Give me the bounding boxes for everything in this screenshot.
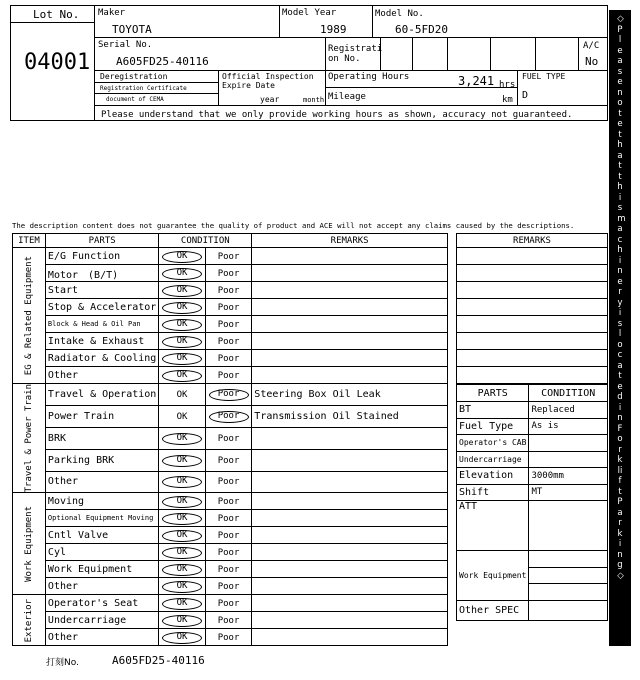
remark-row xyxy=(457,299,608,316)
part-name: Moving xyxy=(45,493,158,510)
remark-cell xyxy=(252,333,448,350)
poor-option: Poor xyxy=(217,513,240,524)
spec-value: As is xyxy=(529,418,608,435)
part-name: Power Train xyxy=(45,405,158,427)
table-row xyxy=(13,544,448,561)
remark-row xyxy=(457,333,608,350)
group-label: Travel & Power Train xyxy=(23,384,34,493)
ok-option: OK xyxy=(162,455,202,467)
poor-option: Poor xyxy=(217,268,240,279)
part-name: Other xyxy=(45,629,158,646)
ok-option: OK xyxy=(162,268,202,280)
ac-label: A/C xyxy=(583,41,600,51)
table-header-row xyxy=(13,234,448,248)
remarks-right-header: REMARKS xyxy=(457,234,608,248)
ok-option: OK xyxy=(162,476,202,488)
part-name: Stop & Accelerator xyxy=(45,299,158,316)
parts-header: PARTS xyxy=(45,234,158,248)
year-label: year xyxy=(260,95,280,104)
poor-option: Poor xyxy=(217,302,240,313)
part-name: Parking BRK xyxy=(45,449,158,471)
table-row xyxy=(13,510,448,527)
table-row xyxy=(13,384,448,406)
month-label: month xyxy=(303,96,325,104)
ok-option: OK xyxy=(176,411,188,422)
other-spec-label: Other SPEC xyxy=(457,601,529,621)
poor-option: Poor xyxy=(217,598,240,609)
stamp-no-value: A605FD25-40116 xyxy=(112,654,205,667)
remark-cell xyxy=(252,367,448,384)
ok-option: OK xyxy=(162,336,202,348)
spec-row xyxy=(457,601,608,621)
table-row xyxy=(13,427,448,449)
ok-option: OK xyxy=(162,319,202,331)
serial-value: A605FD25-40116 xyxy=(116,55,209,68)
part-name: Work Equipment xyxy=(45,561,158,578)
serial-label: Serial No. xyxy=(98,40,153,50)
remark-cell xyxy=(252,350,448,367)
part-name: Motor (B/T) xyxy=(45,265,158,282)
spec-part: Undercarriage xyxy=(457,451,529,468)
remark-cell xyxy=(252,629,448,646)
model-year-value: 1989 xyxy=(320,23,347,36)
spec-row xyxy=(457,468,608,485)
poor-option: Poor xyxy=(217,455,240,466)
spec-part: Elevation xyxy=(457,468,529,485)
spec-value xyxy=(529,451,608,468)
spec-parts-header: PARTS xyxy=(457,385,529,402)
ok-option: OK xyxy=(176,389,188,400)
ok-option: OK xyxy=(162,632,202,644)
remark-row xyxy=(457,367,608,384)
part-name: Travel & Operation xyxy=(45,384,158,406)
item-header: ITEM xyxy=(13,234,46,248)
ok-option: OK xyxy=(162,302,202,314)
ok-option: OK xyxy=(162,251,202,263)
operating-hours-value: 3,241 xyxy=(458,74,495,88)
remark-row xyxy=(457,265,608,282)
spec-row xyxy=(457,435,608,452)
spec-row xyxy=(457,484,608,501)
registration-certificate-label: Registration Certificate xyxy=(100,85,187,92)
remark-cell: Steering Box Oil Leak xyxy=(252,384,448,406)
spec-part: Operator's CAB xyxy=(457,435,529,452)
table-row xyxy=(13,333,448,350)
ok-option: OK xyxy=(162,285,202,297)
stamp-no-label: 打刻No. xyxy=(46,658,79,668)
remarks-header: REMARKS xyxy=(252,234,448,248)
part-name: Optional Equipment Moving xyxy=(45,510,158,527)
poor-option: Poor xyxy=(217,496,240,507)
remark-cell xyxy=(252,316,448,333)
table-row xyxy=(13,471,448,493)
remark-cell xyxy=(252,612,448,629)
remark-row xyxy=(457,248,608,265)
remark-cell xyxy=(252,265,448,282)
remarks-right-table xyxy=(456,233,608,384)
table-row xyxy=(13,299,448,316)
location-notice-bar xyxy=(609,10,631,646)
part-name: Other xyxy=(45,471,158,493)
spec-part: Shift xyxy=(457,484,529,501)
spec-part: ATT xyxy=(457,501,529,551)
lot-number: 04001 xyxy=(24,50,91,75)
poor-option: Poor xyxy=(209,389,249,401)
part-name: Block & Head & Oil Pan xyxy=(45,316,158,333)
km-unit: km xyxy=(502,95,513,105)
spec-value: MT xyxy=(529,484,608,501)
poor-option: Poor xyxy=(217,477,240,488)
hours-notice: Please understand that we only provide working hours as shown, accuracy not guaranteed. xyxy=(101,110,573,120)
ok-option: OK xyxy=(162,353,202,365)
part-name: BRK xyxy=(45,427,158,449)
poor-option: Poor xyxy=(217,564,240,575)
ok-option: OK xyxy=(162,598,202,610)
poor-option: Poor xyxy=(217,547,240,558)
spec-row xyxy=(457,418,608,435)
location-notice-text: ◇Please note that this machinery is located in Forklift Parking◇ xyxy=(617,14,626,581)
poor-option: Poor xyxy=(217,581,240,592)
lot-label: Lot No. xyxy=(33,8,80,21)
spec-condition-header: CONDITION xyxy=(529,385,608,402)
model-no-value: 60-5FD20 xyxy=(395,23,448,36)
part-name: Start xyxy=(45,282,158,299)
poor-option: Poor xyxy=(217,615,240,626)
maker-label: Maker xyxy=(98,8,126,18)
spec-value xyxy=(529,501,608,551)
part-name: Undercarriage xyxy=(45,612,158,629)
remark-cell xyxy=(252,561,448,578)
poor-option: Poor xyxy=(217,530,240,541)
part-name: Radiator & Cooling xyxy=(45,350,158,367)
poor-option: Poor xyxy=(217,433,240,444)
poor-option: Poor xyxy=(217,285,240,296)
spec-row xyxy=(457,501,608,551)
part-name: Other xyxy=(45,367,158,384)
spec-value: 3000mm xyxy=(529,468,608,485)
model-year-label: Model Year xyxy=(282,8,337,18)
poor-option: Poor xyxy=(217,319,240,330)
model-no-label: Model No. xyxy=(375,9,424,19)
remark-cell xyxy=(252,595,448,612)
mileage-label: Mileage xyxy=(328,92,366,102)
disclaimer: The description content does not guarantee the quality of product and ACE will not accept any claims caused by the descriptions. xyxy=(12,221,575,230)
spec-value xyxy=(529,435,608,452)
table-row xyxy=(13,248,448,265)
ok-option: OK xyxy=(162,433,202,445)
spec-part: BT xyxy=(457,402,529,419)
poor-option: Poor xyxy=(217,370,240,381)
table-row xyxy=(13,612,448,629)
fuel-type-value: D xyxy=(522,90,529,101)
remark-cell xyxy=(252,449,448,471)
part-name: Other xyxy=(45,578,158,595)
hrs-unit: hrs xyxy=(499,80,516,90)
poor-option: Poor xyxy=(217,632,240,643)
remark-cell xyxy=(252,544,448,561)
remark-row xyxy=(457,350,608,367)
poor-option: Poor xyxy=(217,353,240,364)
spec-row xyxy=(457,402,608,419)
table-row xyxy=(13,282,448,299)
work-equipment-label: Work Equipment xyxy=(457,551,529,601)
spec-part: Fuel Type xyxy=(457,418,529,435)
operating-hours-label: Operating Hours xyxy=(328,72,410,82)
part-name: Operator's Seat xyxy=(45,595,158,612)
remark-cell xyxy=(252,527,448,544)
table-row xyxy=(13,527,448,544)
table-row xyxy=(13,595,448,612)
table-row xyxy=(13,493,448,510)
ac-value: No xyxy=(585,55,599,68)
remark-cell xyxy=(252,427,448,449)
remark-cell xyxy=(252,493,448,510)
ok-option: OK xyxy=(162,530,202,542)
group-label: Exterior xyxy=(23,598,34,643)
poor-option: Poor xyxy=(209,411,249,423)
inspection-table xyxy=(12,233,448,646)
table-row xyxy=(13,561,448,578)
remark-cell: Transmission Oil Stained xyxy=(252,405,448,427)
registration-label: Registrati on No. xyxy=(328,44,383,64)
part-name: E/G Function xyxy=(45,248,158,265)
remark-cell xyxy=(252,510,448,527)
remark-cell xyxy=(252,248,448,265)
spec-row xyxy=(457,551,608,568)
table-row xyxy=(13,367,448,384)
cema-document-label: document of CEMA xyxy=(106,96,164,103)
inspection-expire-label: Official Inspection Expire Date xyxy=(222,72,314,90)
ok-option: OK xyxy=(162,496,202,508)
table-row xyxy=(13,578,448,595)
maker-value: TOYOTA xyxy=(112,23,152,36)
remark-cell xyxy=(252,578,448,595)
remark-cell xyxy=(252,282,448,299)
spec-table xyxy=(456,384,608,621)
remark-row xyxy=(457,282,608,299)
table-row xyxy=(13,629,448,646)
group-label: EG & Related Equipment xyxy=(23,255,34,376)
table-row xyxy=(13,350,448,367)
ok-option: OK xyxy=(162,370,202,382)
group-label: Work Equipment xyxy=(23,505,34,582)
part-name: Intake & Exhaust xyxy=(45,333,158,350)
fuel-type-label: FUEL TYPE xyxy=(522,72,566,81)
ok-option: OK xyxy=(162,615,202,627)
ok-option: OK xyxy=(162,513,202,525)
poor-option: Poor xyxy=(217,251,240,262)
table-row xyxy=(13,316,448,333)
table-row xyxy=(13,449,448,471)
part-name: Cntl Valve xyxy=(45,527,158,544)
ok-option: OK xyxy=(162,547,202,559)
remark-cell xyxy=(252,299,448,316)
spec-value: Replaced xyxy=(529,402,608,419)
ok-option: OK xyxy=(162,564,202,576)
deregistration-label: Deregistration xyxy=(100,72,168,81)
remark-row xyxy=(457,316,608,333)
part-name: Cyl xyxy=(45,544,158,561)
table-row xyxy=(13,265,448,282)
condition-header: CONDITION xyxy=(159,234,252,248)
spec-row xyxy=(457,451,608,468)
poor-option: Poor xyxy=(217,336,240,347)
ok-option: OK xyxy=(162,581,202,593)
table-row xyxy=(13,405,448,427)
remark-cell xyxy=(252,471,448,493)
